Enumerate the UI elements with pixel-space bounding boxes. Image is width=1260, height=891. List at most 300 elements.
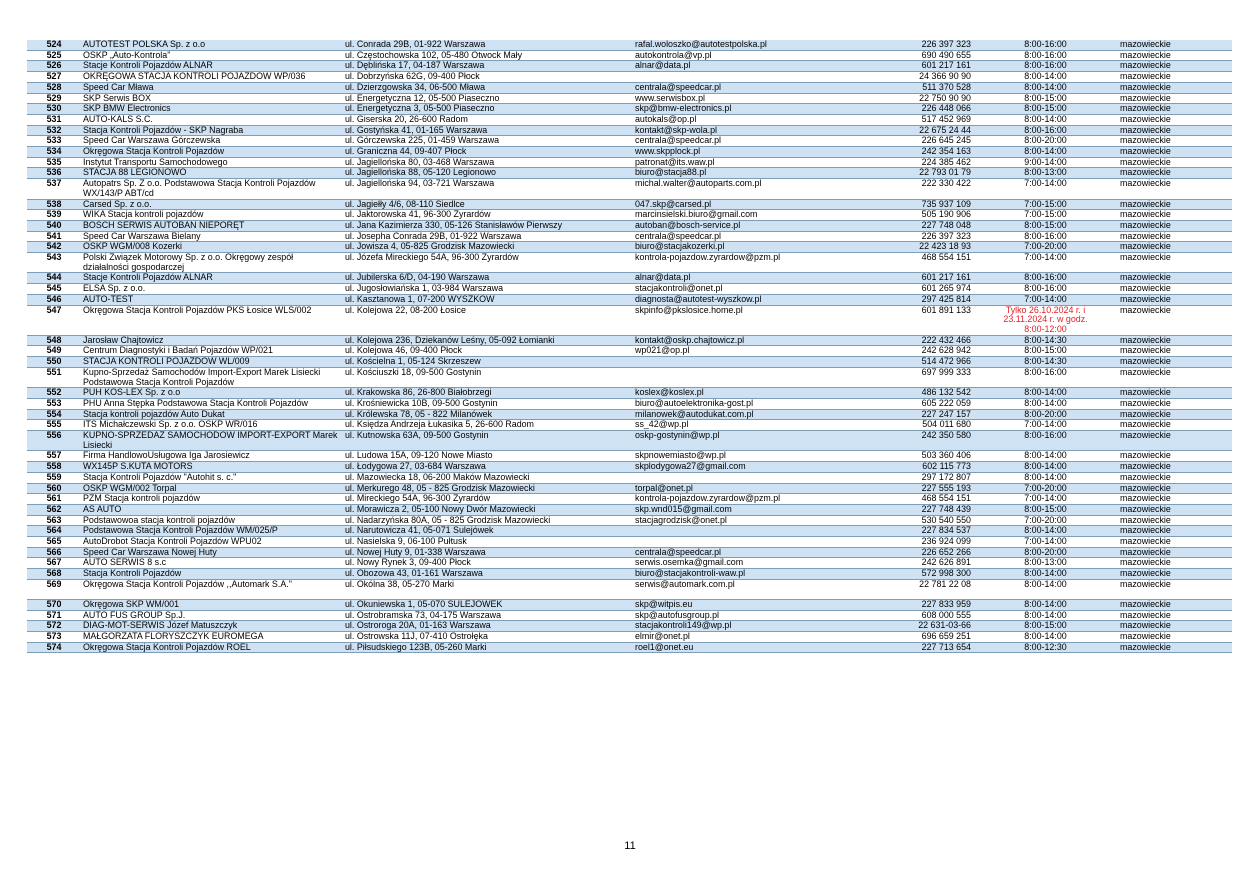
station-name: STACJA KONTROLI POJAZDÓW WL/009 [81, 357, 343, 368]
station-hours: 7:00-20:00 [991, 515, 1100, 526]
station-region: mazowieckie [1100, 157, 1232, 168]
station-address: ul. Piłsudskiego 123B, 05-260 Marki [343, 642, 633, 653]
row-number: 568 [27, 569, 81, 580]
station-hours: 8:00-14:00 [991, 569, 1100, 580]
table-row [27, 82, 1232, 93]
station-name: AutoDrobot Stacja Kontroli Pojazdów WPU02 [81, 537, 343, 548]
station-region: mazowieckie [1100, 305, 1232, 335]
row-number: 556 [27, 431, 81, 451]
station-hours: 7:00-15:00 [991, 210, 1100, 221]
table-row [27, 451, 1232, 462]
station-region: mazowieckie [1100, 179, 1232, 199]
station-name: Speed Car Warszawa Nowej Huty [81, 547, 343, 558]
station-address: ul. Jubilerska 6/D, 04-190 Warszawa [343, 273, 633, 284]
table-row [27, 147, 1232, 158]
station-email: serwis@automark.com.pl [633, 579, 857, 599]
station-hours: 8:00-14:00 [991, 451, 1100, 462]
station-name: Podstawowoa stacja kontroli pojazdów [81, 515, 343, 526]
station-phone: 514 472 966 [857, 357, 991, 368]
row-number: 552 [27, 388, 81, 399]
station-address: ul. Mazowiecka 18, 06-200 Maków Mazowiecki [343, 472, 633, 483]
station-email: koslex@koslex.pl [633, 388, 857, 399]
table-row [27, 114, 1232, 125]
table-row [27, 515, 1232, 526]
station-email: biuro@stacjakozerki.pl [633, 242, 857, 253]
row-number: 561 [27, 494, 81, 505]
page-number: 11 [624, 840, 636, 852]
row-number: 535 [27, 157, 81, 168]
station-name: Stacja kontroli pojazdów Auto Dukat [81, 409, 343, 420]
station-phone: 242 350 580 [857, 431, 991, 451]
station-name: Speed Car Warszawa Bielany [81, 231, 343, 242]
station-phone: 222 432 466 [857, 335, 991, 346]
station-region: mazowieckie [1100, 357, 1232, 368]
station-address: ul. Dzierzgowska 34, 06-500 Mława [343, 82, 633, 93]
station-address: ul. Krośniewicka 10B, 09-500 Gostynin [343, 398, 633, 409]
station-region: mazowieckie [1100, 61, 1232, 72]
row-number: 539 [27, 210, 81, 221]
station-email: centrala@speedcar.pl [633, 547, 857, 558]
station-region: mazowieckie [1100, 547, 1232, 558]
station-hours: 8:00-14:00 [991, 599, 1100, 610]
station-region: mazowieckie [1100, 273, 1232, 284]
station-email: biuro@autoelektronika-gost.pl [633, 398, 857, 409]
row-number: 542 [27, 242, 81, 253]
station-region: mazowieckie [1100, 599, 1232, 610]
station-region: mazowieckie [1100, 104, 1232, 115]
station-region: mazowieckie [1100, 367, 1232, 387]
station-hours: 8:00-15:00 [991, 93, 1100, 104]
station-hours: 8:00-14:00 [991, 631, 1100, 642]
station-phone: 227 748 439 [857, 504, 991, 515]
station-region: mazowieckie [1100, 294, 1232, 305]
station-region: mazowieckie [1100, 210, 1232, 221]
station-region: mazowieckie [1100, 50, 1232, 61]
station-region: mazowieckie [1100, 451, 1232, 462]
station-region: mazowieckie [1100, 494, 1232, 505]
row-number: 566 [27, 547, 81, 558]
station-address: ul. Jagiellońska 88, 05-120 Legionowo [343, 168, 633, 179]
station-name: PUH KOS-LEX Sp. z o.o [81, 388, 343, 399]
station-email: stacjakontroli@onet.pl [633, 284, 857, 295]
station-address: ul. Ludowa 15A, 09-120 Nowe Miasto [343, 451, 633, 462]
station-email: torpal@onet.pl [633, 483, 857, 494]
station-phone: 226 652 266 [857, 547, 991, 558]
station-email [633, 526, 857, 537]
station-address: ul. Nadarzyńska 80A, 05 - 825 Grodzisk Mazowiecki [343, 515, 633, 526]
station-email: autoban@bosch-service.pl [633, 220, 857, 231]
table-row [27, 93, 1232, 104]
station-name: SKP Serwis BOX [81, 93, 343, 104]
station-hours: 8:00-20:00 [991, 547, 1100, 558]
table-row [27, 357, 1232, 368]
station-name: Stacja Kontroli Pojazdów - SKP Nagraba [81, 125, 343, 136]
station-name: Carsed Sp. z o.o. [81, 199, 343, 210]
station-phone: 24 366 90 90 [857, 72, 991, 83]
row-number: 570 [27, 599, 81, 610]
station-email: www.skpplock.pl [633, 147, 857, 158]
table-row [27, 558, 1232, 569]
station-region: mazowieckie [1100, 398, 1232, 409]
station-email: biuro@stacja88.pl [633, 168, 857, 179]
station-address: ul. Kościelna 1, 05-124 Skrzeszew [343, 357, 633, 368]
table-row [27, 398, 1232, 409]
station-address: ul. Narutowicza 41, 05-071 Sulejówek [343, 526, 633, 537]
station-region: mazowieckie [1100, 284, 1232, 295]
station-email: autokals@op.pl [633, 114, 857, 125]
station-name: AUTO FUS GROUP Sp.J. [81, 610, 343, 621]
station-name: Centrum Diagnostyki i Badań Pojazdów WP/021 [81, 346, 343, 357]
station-hours: 8:00-15:00 [991, 504, 1100, 515]
station-email: skpinfo@pkslosice.home.pl [633, 305, 857, 335]
station-region: mazowieckie [1100, 610, 1232, 621]
station-address: ul. Jugosłowiańska 1, 03-984 Warszawa [343, 284, 633, 295]
row-number: 533 [27, 136, 81, 147]
table-row [27, 284, 1232, 295]
station-hours: 8:00-16:00 [991, 231, 1100, 242]
station-address: ul. Jowisza 4, 05-825 Grodzisk Mazowiecki [343, 242, 633, 253]
station-email: skplodygowa27@gmail.com [633, 462, 857, 473]
station-email: skp@witpis.eu [633, 599, 857, 610]
station-name: Firma HandlowoUsługowa Iga Jarosiewicz [81, 451, 343, 462]
station-region: mazowieckie [1100, 335, 1232, 346]
station-email: milanowek@autodukat.com.pl [633, 409, 857, 420]
station-hours: 7:00-14:00 [991, 537, 1100, 548]
station-address: ul. Okólna 38, 05-270 Marki [343, 579, 633, 599]
station-region: mazowieckie [1100, 642, 1232, 653]
station-phone: 511 370 528 [857, 82, 991, 93]
station-phone: 503 360 406 [857, 451, 991, 462]
station-hours: 7:00-14:00 [991, 494, 1100, 505]
station-email [633, 72, 857, 83]
station-phone: 297 425 814 [857, 294, 991, 305]
station-phone: 608 000 555 [857, 610, 991, 621]
station-address: ul. Księdza Andrzeja Łukasika 5, 26-600 Radom [343, 420, 633, 431]
station-name: Stacja Kontroli Pojazdów [81, 569, 343, 580]
station-email: elmir@onet.pl [633, 631, 857, 642]
station-phone: 505 190 906 [857, 210, 991, 221]
station-hours: 8:00-13:00 [991, 168, 1100, 179]
station-name: WIKA Stacja kontroli pojazdów [81, 210, 343, 221]
station-phone: 227 713 654 [857, 642, 991, 653]
station-email: centrala@speedcar.pl [633, 136, 857, 147]
station-region: mazowieckie [1100, 631, 1232, 642]
station-hours: 8:00-16:00 [991, 125, 1100, 136]
row-number: 574 [27, 642, 81, 653]
station-email: skp@bmw-electronics.pl [633, 104, 857, 115]
table-row [27, 273, 1232, 284]
station-email: kontrola-pojazdow.zyrardow@pzm.pl [633, 253, 857, 273]
station-address: ul. Górczewska 225, 01-459 Warszawa [343, 136, 633, 147]
station-region: mazowieckie [1100, 242, 1232, 253]
row-number: 548 [27, 335, 81, 346]
station-hours: Tylko 26.10.2024 r. i 23.11.2024 r. w godz. 8:00-12:00 [991, 305, 1100, 335]
station-phone: 605 222 059 [857, 398, 991, 409]
station-phone: 572 998 300 [857, 569, 991, 580]
station-name: AUTO-TEST [81, 294, 343, 305]
station-hours: 8:00-14:00 [991, 147, 1100, 158]
station-email: diagnosta@autotest-wyszkow.pl [633, 294, 857, 305]
station-address: ul. Nasielska 9, 06-100 Pułtusk [343, 537, 633, 548]
station-address: ul. Morawicza 2, 05-100 Nowy Dwór Mazowiecki [343, 504, 633, 515]
station-hours: 8:00-20:00 [991, 409, 1100, 420]
station-email: biuro@stacjakontroli-waw.pl [633, 569, 857, 580]
station-address: ul. Częstochowska 102, 05-480 Otwock Mały [343, 50, 633, 61]
row-number: 558 [27, 462, 81, 473]
station-region: mazowieckie [1100, 558, 1232, 569]
table-row [27, 253, 1232, 273]
station-name: Stacja Kontroli Pojazdów "Autohit s. c." [81, 472, 343, 483]
table-row [27, 431, 1232, 451]
table-row [27, 305, 1232, 335]
station-address: ul. Nowej Huty 9, 01-338 Warszawa [343, 547, 633, 558]
station-name: KUPNO-SPRZEDAŻ SAMOCHODÓW IMPORT-EXPORT Marek Lisiecki [81, 431, 343, 451]
station-address: ul. Graniczna 44, 09-407 Płock [343, 147, 633, 158]
station-region: mazowieckie [1100, 72, 1232, 83]
station-name: Okręgowa Stacja Kontroli Pojazdów [81, 147, 343, 158]
row-number: 526 [27, 61, 81, 72]
row-number: 543 [27, 253, 81, 273]
station-region: mazowieckie [1100, 579, 1232, 599]
station-name: Autopatrs Sp. Z o.o. Podstawowa Stacja Kontroli Pojazdów WX/143/P ABT/cd [81, 179, 343, 199]
station-region: mazowieckie [1100, 462, 1232, 473]
station-address: ul. Merkurego 48, 05 - 825 Grodzisk Mazowiecki [343, 483, 633, 494]
station-hours: 8:00-14:00 [991, 72, 1100, 83]
station-hours: 7:00-14:00 [991, 253, 1100, 273]
station-name: STACJA 88 LEGIONOWO [81, 168, 343, 179]
row-number: 536 [27, 168, 81, 179]
station-hours: 8:00-14:00 [991, 114, 1100, 125]
station-email [633, 367, 857, 387]
table-row [27, 547, 1232, 558]
station-phone: 22 781 22 08 [857, 579, 991, 599]
station-email: michal.walter@autoparts.com.pl [633, 179, 857, 199]
table-row [27, 136, 1232, 147]
row-number: 550 [27, 357, 81, 368]
station-phone: 22 750 90 90 [857, 93, 991, 104]
station-phone: 224 385 462 [857, 157, 991, 168]
station-hours: 8:00-14:00 [991, 610, 1100, 621]
station-phone: 222 330 422 [857, 179, 991, 199]
row-number: 532 [27, 125, 81, 136]
table-row [27, 61, 1232, 72]
row-number: 563 [27, 515, 81, 526]
station-address: ul. Jana Kazimierza 330, 05-126 Stanisławów Pierwszy [343, 220, 633, 231]
table-row [27, 388, 1232, 399]
table-row [27, 526, 1232, 537]
station-phone: 22 631-03-66 [857, 621, 991, 632]
table-row [27, 72, 1232, 83]
station-region: mazowieckie [1100, 136, 1232, 147]
row-number: 544 [27, 273, 81, 284]
station-hours: 8:00-16:00 [991, 273, 1100, 284]
station-region: mazowieckie [1100, 346, 1232, 357]
station-name: MAŁGORZATA FLORYSZCZYK EUROMEGA [81, 631, 343, 642]
station-hours: 7:00-15:00 [991, 199, 1100, 210]
station-region: mazowieckie [1100, 409, 1232, 420]
station-name: Speed Car Warszawa Górczewska [81, 136, 343, 147]
table-row [27, 610, 1232, 621]
station-name: Okręgowa SKP WM/001 [81, 599, 343, 610]
station-email: centrala@speedcar.pl [633, 82, 857, 93]
station-region: mazowieckie [1100, 93, 1232, 104]
table-row [27, 367, 1232, 387]
station-region: mazowieckie [1100, 537, 1232, 548]
table-row [27, 231, 1232, 242]
station-name: OSKP WGM/008 Kozerki [81, 242, 343, 253]
row-number: 549 [27, 346, 81, 357]
station-phone: 601 217 161 [857, 273, 991, 284]
station-region: mazowieckie [1100, 420, 1232, 431]
row-number: 573 [27, 631, 81, 642]
station-name: Speed Car Mława [81, 82, 343, 93]
station-hours: 8:00-16:00 [991, 367, 1100, 387]
station-hours: 9:00-14:00 [991, 157, 1100, 168]
station-email: ss_42@wp.pl [633, 420, 857, 431]
station-hours: 8:00-16:00 [991, 61, 1100, 72]
station-email: 047.skp@carsed.pl [633, 199, 857, 210]
table-row [27, 631, 1232, 642]
station-name: OSKP „Auto-Kontrola” [81, 50, 343, 61]
table-row [27, 483, 1232, 494]
station-hours: 8:00-14:30 [991, 335, 1100, 346]
station-phone: 504 011 680 [857, 420, 991, 431]
row-number: 562 [27, 504, 81, 515]
station-email: autokontrola@vp.pl [633, 50, 857, 61]
station-region: mazowieckie [1100, 231, 1232, 242]
station-name: AUTOTEST POLSKA Sp. z o.o [81, 40, 343, 50]
station-name: ELSA Sp. z o.o. [81, 284, 343, 295]
row-number: 553 [27, 398, 81, 409]
station-region: mazowieckie [1100, 220, 1232, 231]
station-email [633, 472, 857, 483]
station-hours: 8:00-14:00 [991, 82, 1100, 93]
station-address: ul. Łodygowa 27, 03-684 Warszawa [343, 462, 633, 473]
station-address: ul. Kolejowa 236, Dziekanów Leśny, 05-092 Łomianki [343, 335, 633, 346]
station-name: PHU Anna Stępka Podstawowa Stacja Kontroli Pojazdów [81, 398, 343, 409]
row-number: 530 [27, 104, 81, 115]
station-email: oskp-gostynin@wp.pl [633, 431, 857, 451]
station-phone: 242 626 891 [857, 558, 991, 569]
station-region: mazowieckie [1100, 125, 1232, 136]
table-row [27, 40, 1232, 50]
station-region: mazowieckie [1100, 621, 1232, 632]
station-phone: 601 217 161 [857, 61, 991, 72]
station-address: ul. Jagiellońska 94, 03-721 Warszawa [343, 179, 633, 199]
station-address: ul. Dęblińska 17, 04-187 Warszawa [343, 61, 633, 72]
station-phone: 227 748 048 [857, 220, 991, 231]
station-phone: 468 554 151 [857, 494, 991, 505]
station-hours: 8:00-15:00 [991, 104, 1100, 115]
table-row [27, 462, 1232, 473]
row-number: 547 [27, 305, 81, 335]
station-region: mazowieckie [1100, 515, 1232, 526]
table-row [27, 409, 1232, 420]
station-phone: 530 540 550 [857, 515, 991, 526]
row-number: 564 [27, 526, 81, 537]
station-hours: 7:00-14:00 [991, 294, 1100, 305]
row-number: 525 [27, 50, 81, 61]
station-phone: 601 891 133 [857, 305, 991, 335]
table-row [27, 210, 1232, 221]
station-phone: 227 833 959 [857, 599, 991, 610]
station-hours: 8:00-16:00 [991, 284, 1100, 295]
table-row [27, 569, 1232, 580]
station-address: ul. Ostrowska 11J, 07-410 Ostrołęka [343, 631, 633, 642]
table-row [27, 294, 1232, 305]
row-number: 545 [27, 284, 81, 295]
station-region: mazowieckie [1100, 168, 1232, 179]
table-row [27, 621, 1232, 632]
station-name: BOSCH SERWIS AUTOBAN NIEPORĘT [81, 220, 343, 231]
station-address: ul. Energetyczna 3, 05-500 Piaseczno [343, 104, 633, 115]
row-number: 528 [27, 82, 81, 93]
station-email [633, 357, 857, 368]
station-phone: 735 937 109 [857, 199, 991, 210]
row-number: 569 [27, 579, 81, 599]
station-address: ul. Kasztanowa 1, 07-200 WYSZKÓW [343, 294, 633, 305]
station-email: stacjagrodzisk@onet.pl [633, 515, 857, 526]
row-number: 555 [27, 420, 81, 431]
station-phone: 227 247 157 [857, 409, 991, 420]
station-address: ul. Nowy Rynek 3, 09-400 Płock [343, 558, 633, 569]
station-region: mazowieckie [1100, 569, 1232, 580]
table-row [27, 642, 1232, 653]
station-name: SKP BMW Electronics [81, 104, 343, 115]
station-hours: 8:00-14:30 [991, 357, 1100, 368]
station-phone: 226 448 066 [857, 104, 991, 115]
row-number: 529 [27, 93, 81, 104]
station-address: ul. Conrada 29B, 01-922 Warszawa [343, 40, 633, 50]
station-hours: 7:00-14:00 [991, 179, 1100, 199]
station-name: Podstawowa Stacja Kontroli Pojazdów WM/025/P [81, 526, 343, 537]
station-region: mazowieckie [1100, 199, 1232, 210]
station-name: Stacje Kontroli Pojazdów ALNAR [81, 61, 343, 72]
row-number: 571 [27, 610, 81, 621]
station-phone: 486 132 542 [857, 388, 991, 399]
station-email: kontakt@skp-wola.pl [633, 125, 857, 136]
station-address: ul. Kolejowa 22, 08-200 Łosice [343, 305, 633, 335]
station-email: www.serwisbox.pl [633, 93, 857, 104]
station-phone: 236 924 099 [857, 537, 991, 548]
station-hours: 8:00-14:00 [991, 526, 1100, 537]
table-row [27, 179, 1232, 199]
station-email: serwis.osemka@gmail.com [633, 558, 857, 569]
station-address: ul. Dobrzyńska 62G, 09-400 Płock [343, 72, 633, 83]
station-region: mazowieckie [1100, 472, 1232, 483]
station-hours: 8:00-14:00 [991, 398, 1100, 409]
station-hours: 8:00-14:00 [991, 462, 1100, 473]
table-row [27, 537, 1232, 548]
station-name: AUTO SERWIS 8 s.c [81, 558, 343, 569]
station-name: Okręgowa Stacja Kontroli Pojazdów ,,Automark S.A." [81, 579, 343, 599]
row-number: 541 [27, 231, 81, 242]
station-name: AS AUTO [81, 504, 343, 515]
station-name: Jarosław Chajtowicz [81, 335, 343, 346]
station-name: AUTO-KALS S.C. [81, 114, 343, 125]
station-email: stacjakontroli149@wp.pl [633, 621, 857, 632]
station-address: ul. Obozowa 43, 01-161 Warszawa [343, 569, 633, 580]
station-name: DIAG-MOT-SERWIS Józef Matuszczyk [81, 621, 343, 632]
station-name: OKRĘGOWA STACJA KONTROLI POJAZDÓW WP/036 [81, 72, 343, 83]
station-region: mazowieckie [1100, 114, 1232, 125]
station-phone: 226 397 323 [857, 40, 991, 50]
table-row [27, 346, 1232, 357]
row-number: 546 [27, 294, 81, 305]
station-hours: 8:00-15:00 [991, 346, 1100, 357]
table-row [27, 220, 1232, 231]
station-hours: 7:00-14:00 [991, 420, 1100, 431]
